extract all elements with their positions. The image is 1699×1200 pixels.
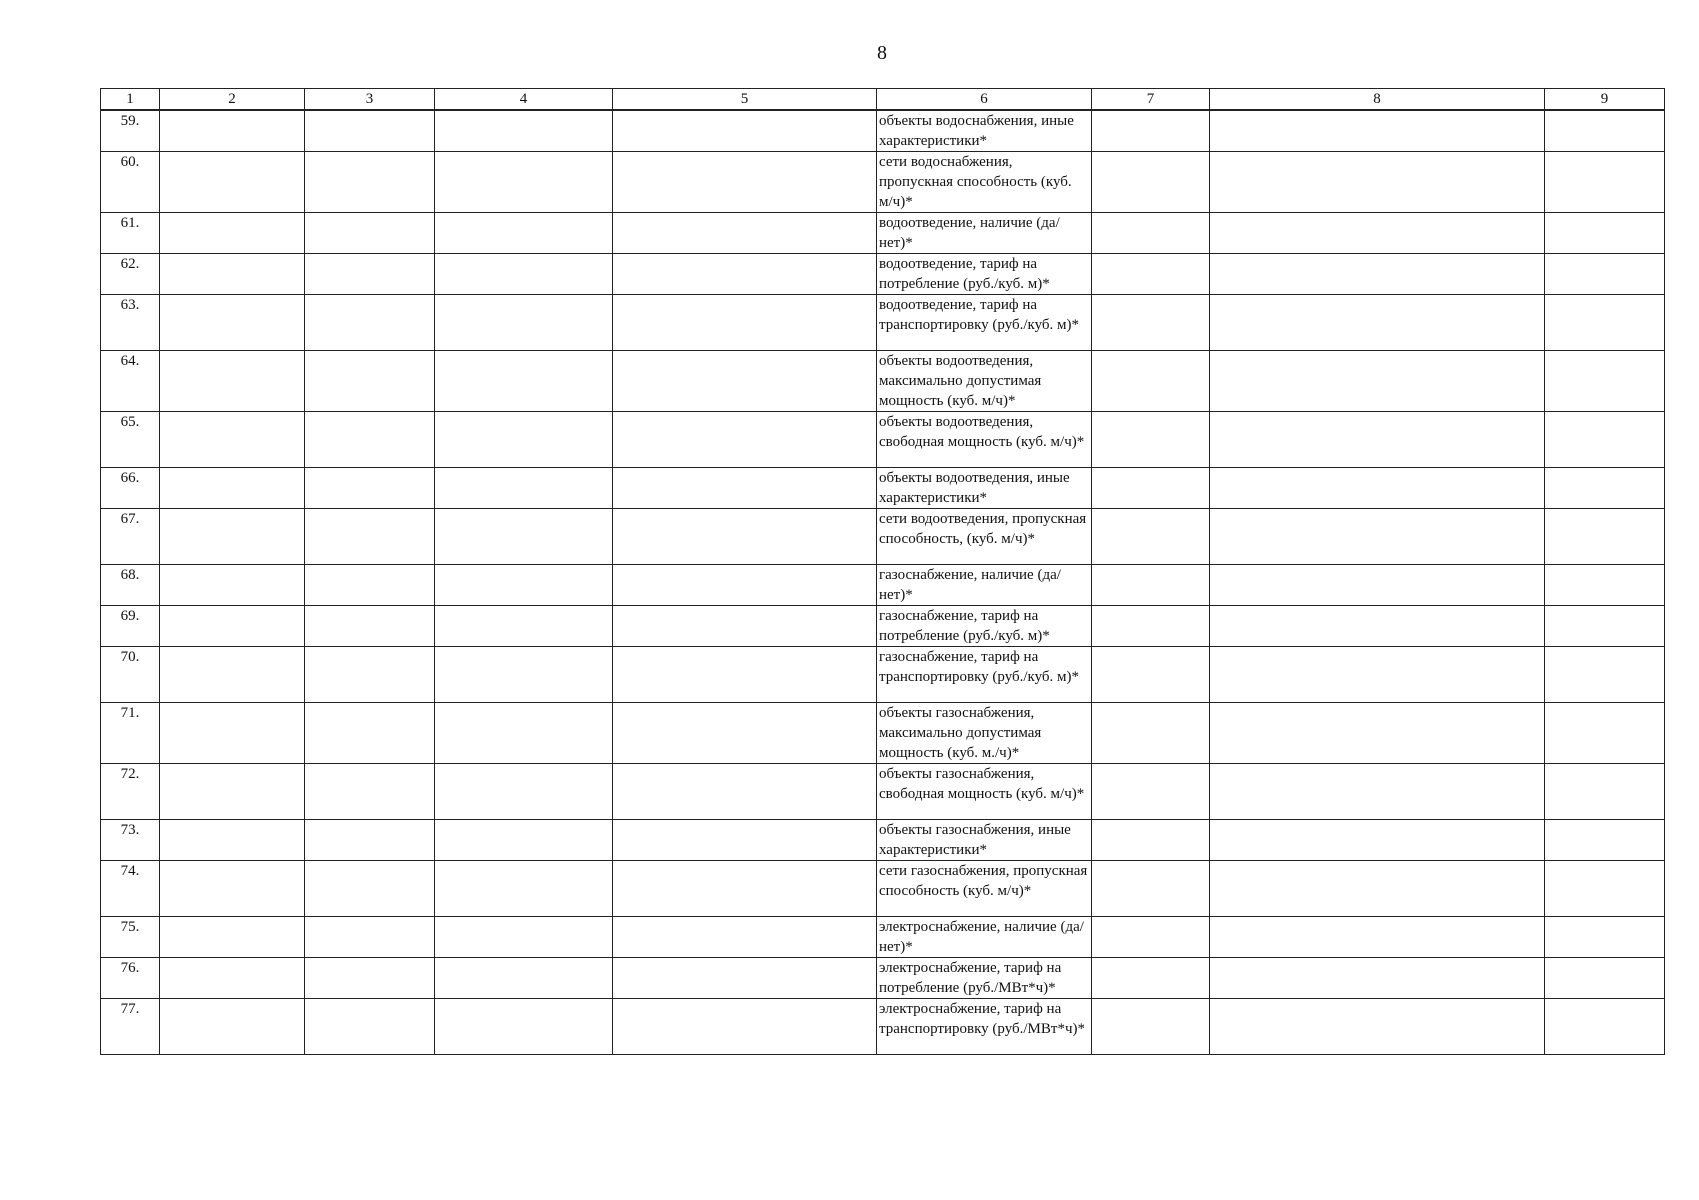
empty-cell	[305, 958, 435, 999]
empty-cell	[613, 565, 877, 606]
empty-cell	[160, 295, 305, 351]
empty-cell	[435, 647, 613, 703]
empty-cell	[160, 152, 305, 213]
row-description: объекты газоснабжения, максимально допустимая мощность (куб. м./ч)*	[877, 703, 1092, 764]
empty-cell	[1545, 213, 1665, 254]
row-number: 77.	[101, 999, 160, 1055]
row-description: электроснабжение, тариф на потребление (руб./МВт*ч)*	[877, 958, 1092, 999]
row-description: водоотведение, тариф на потребление (руб./куб. м)*	[877, 254, 1092, 295]
row-description: водоотведение, тариф на транспортировку (руб./куб. м)*	[877, 295, 1092, 351]
empty-cell	[1092, 351, 1210, 412]
empty-cell	[1210, 917, 1545, 958]
table-row	[101, 254, 1665, 295]
empty-cell	[435, 703, 613, 764]
row-number: 75.	[101, 917, 160, 958]
table-row	[101, 295, 1665, 351]
empty-cell	[1092, 213, 1210, 254]
row-description: сети водоснабжения, пропускная способность (куб. м/ч)*	[877, 152, 1092, 213]
empty-cell	[1092, 509, 1210, 565]
empty-cell	[305, 606, 435, 647]
empty-cell	[613, 999, 877, 1055]
empty-cell	[305, 254, 435, 295]
empty-cell	[1545, 861, 1665, 917]
empty-cell	[1210, 152, 1545, 213]
empty-cell	[1092, 958, 1210, 999]
row-number: 76.	[101, 958, 160, 999]
table-row	[101, 958, 1665, 999]
empty-cell	[1210, 999, 1545, 1055]
empty-cell	[435, 861, 613, 917]
empty-cell	[1092, 861, 1210, 917]
empty-cell	[1545, 254, 1665, 295]
empty-cell	[160, 764, 305, 820]
row-description: объекты водоснабжения, иные характеристики*	[877, 110, 1092, 152]
empty-cell	[1210, 606, 1545, 647]
empty-cell	[435, 606, 613, 647]
empty-cell	[1092, 254, 1210, 295]
empty-cell	[1092, 647, 1210, 703]
empty-cell	[160, 412, 305, 468]
empty-cell	[1092, 606, 1210, 647]
empty-cell	[613, 647, 877, 703]
empty-cell	[613, 764, 877, 820]
column-header-7: 7	[1092, 89, 1210, 111]
empty-cell	[160, 861, 305, 917]
empty-cell	[613, 351, 877, 412]
empty-cell	[613, 703, 877, 764]
empty-cell	[1092, 152, 1210, 213]
table-row	[101, 703, 1665, 764]
empty-cell	[1545, 606, 1665, 647]
empty-cell	[1210, 351, 1545, 412]
row-number: 70.	[101, 647, 160, 703]
row-description: электроснабжение, тариф на транспортировку (руб./МВт*ч)*	[877, 999, 1092, 1055]
empty-cell	[160, 110, 305, 152]
empty-cell	[1545, 565, 1665, 606]
row-description: объекты водоотведения, максимально допустимая мощность (куб. м/ч)*	[877, 351, 1092, 412]
table-row	[101, 917, 1665, 958]
empty-cell	[613, 412, 877, 468]
row-description: сети водоотведения, пропускная способность, (куб. м/ч)*	[877, 509, 1092, 565]
empty-cell	[1210, 254, 1545, 295]
row-number: 62.	[101, 254, 160, 295]
empty-cell	[1210, 820, 1545, 861]
empty-cell	[435, 509, 613, 565]
empty-cell	[1545, 412, 1665, 468]
empty-cell	[305, 999, 435, 1055]
row-description: объекты водоотведения, иные характеристики*	[877, 468, 1092, 509]
empty-cell	[1092, 917, 1210, 958]
row-number: 69.	[101, 606, 160, 647]
empty-cell	[1092, 468, 1210, 509]
empty-cell	[435, 351, 613, 412]
row-description: газоснабжение, тариф на транспортировку (руб./куб. м)*	[877, 647, 1092, 703]
empty-cell	[1545, 647, 1665, 703]
row-number: 65.	[101, 412, 160, 468]
empty-cell	[613, 213, 877, 254]
row-number: 68.	[101, 565, 160, 606]
row-description: объекты водоотведения, свободная мощность (куб. м/ч)*	[877, 412, 1092, 468]
empty-cell	[305, 764, 435, 820]
column-header-4: 4	[435, 89, 613, 111]
empty-cell	[1545, 703, 1665, 764]
row-description: электроснабжение, наличие (да/нет)*	[877, 917, 1092, 958]
row-description: газоснабжение, тариф на потребление (руб./куб. м)*	[877, 606, 1092, 647]
empty-cell	[613, 152, 877, 213]
table-row	[101, 820, 1665, 861]
empty-cell	[1210, 509, 1545, 565]
empty-cell	[160, 999, 305, 1055]
empty-cell	[435, 254, 613, 295]
empty-cell	[160, 820, 305, 861]
empty-cell	[160, 468, 305, 509]
empty-cell	[435, 999, 613, 1055]
empty-cell	[305, 152, 435, 213]
row-description: сети газоснабжения, пропускная способность (куб. м/ч)*	[877, 861, 1092, 917]
empty-cell	[613, 509, 877, 565]
empty-cell	[1210, 110, 1545, 152]
empty-cell	[160, 351, 305, 412]
empty-cell	[1210, 703, 1545, 764]
row-number: 71.	[101, 703, 160, 764]
empty-cell	[305, 820, 435, 861]
empty-cell	[613, 254, 877, 295]
empty-cell	[1210, 213, 1545, 254]
empty-cell	[435, 958, 613, 999]
empty-cell	[435, 110, 613, 152]
table-row	[101, 351, 1665, 412]
row-description: объекты газоснабжения, свободная мощность (куб. м/ч)*	[877, 764, 1092, 820]
table-row	[101, 861, 1665, 917]
empty-cell	[1545, 820, 1665, 861]
empty-cell	[1545, 764, 1665, 820]
empty-cell	[1545, 917, 1665, 958]
table-row	[101, 509, 1665, 565]
empty-cell	[435, 412, 613, 468]
row-number: 63.	[101, 295, 160, 351]
row-description: объекты газоснабжения, иные характеристики*	[877, 820, 1092, 861]
empty-cell	[613, 861, 877, 917]
column-header-6: 6	[877, 89, 1092, 111]
empty-cell	[305, 647, 435, 703]
empty-cell	[613, 820, 877, 861]
empty-cell	[1092, 565, 1210, 606]
empty-cell	[1545, 351, 1665, 412]
empty-cell	[435, 565, 613, 606]
empty-cell	[1210, 861, 1545, 917]
empty-cell	[435, 152, 613, 213]
column-header-1: 1	[101, 89, 160, 111]
empty-cell	[305, 110, 435, 152]
empty-cell	[1545, 509, 1665, 565]
empty-cell	[613, 110, 877, 152]
empty-cell	[305, 295, 435, 351]
empty-cell	[613, 917, 877, 958]
row-number: 73.	[101, 820, 160, 861]
empty-cell	[435, 820, 613, 861]
column-header-9: 9	[1545, 89, 1665, 111]
empty-cell	[1092, 110, 1210, 152]
empty-cell	[1092, 820, 1210, 861]
row-number: 72.	[101, 764, 160, 820]
row-description: газоснабжение, наличие (да/нет)*	[877, 565, 1092, 606]
column-header-5: 5	[613, 89, 877, 111]
empty-cell	[305, 412, 435, 468]
empty-cell	[1210, 647, 1545, 703]
empty-cell	[305, 861, 435, 917]
table-row	[101, 764, 1665, 820]
empty-cell	[613, 958, 877, 999]
empty-cell	[160, 647, 305, 703]
empty-cell	[435, 764, 613, 820]
empty-cell	[305, 351, 435, 412]
empty-cell	[1545, 468, 1665, 509]
empty-cell	[160, 703, 305, 764]
empty-cell	[1545, 999, 1665, 1055]
table-row	[101, 606, 1665, 647]
row-number: 74.	[101, 861, 160, 917]
empty-cell	[160, 606, 305, 647]
column-header-8: 8	[1210, 89, 1545, 111]
empty-cell	[1545, 152, 1665, 213]
column-header-2: 2	[160, 89, 305, 111]
empty-cell	[160, 254, 305, 295]
row-number: 61.	[101, 213, 160, 254]
empty-cell	[305, 703, 435, 764]
header-row	[101, 89, 1665, 111]
empty-cell	[435, 295, 613, 351]
table-header	[101, 89, 1665, 111]
empty-cell	[1210, 958, 1545, 999]
table-row	[101, 152, 1665, 213]
column-header-3: 3	[305, 89, 435, 111]
table-row	[101, 565, 1665, 606]
row-number: 60.	[101, 152, 160, 213]
empty-cell	[1092, 295, 1210, 351]
empty-cell	[613, 606, 877, 647]
empty-cell	[613, 295, 877, 351]
row-description: водоотведение, наличие (да/нет)*	[877, 213, 1092, 254]
table-row	[101, 999, 1665, 1055]
page-number: 8	[877, 42, 887, 64]
table-row	[101, 412, 1665, 468]
table-row	[101, 213, 1665, 254]
empty-cell	[160, 958, 305, 999]
data-table	[100, 88, 1665, 1055]
empty-cell	[305, 468, 435, 509]
empty-cell	[305, 917, 435, 958]
empty-cell	[1545, 295, 1665, 351]
empty-cell	[1210, 764, 1545, 820]
empty-cell	[160, 509, 305, 565]
empty-cell	[1092, 764, 1210, 820]
row-number: 64.	[101, 351, 160, 412]
empty-cell	[160, 565, 305, 606]
empty-cell	[435, 468, 613, 509]
empty-cell	[613, 468, 877, 509]
empty-cell	[1210, 468, 1545, 509]
empty-cell	[1210, 565, 1545, 606]
empty-cell	[435, 917, 613, 958]
empty-cell	[1092, 703, 1210, 764]
empty-cell	[1092, 412, 1210, 468]
empty-cell	[305, 565, 435, 606]
empty-cell	[305, 213, 435, 254]
row-number: 59.	[101, 110, 160, 152]
empty-cell	[1545, 110, 1665, 152]
empty-cell	[435, 213, 613, 254]
table-body	[101, 110, 1665, 1055]
table-row	[101, 110, 1665, 152]
empty-cell	[1210, 295, 1545, 351]
row-number: 66.	[101, 468, 160, 509]
empty-cell	[1545, 958, 1665, 999]
table-row	[101, 468, 1665, 509]
empty-cell	[1092, 999, 1210, 1055]
table-row	[101, 647, 1665, 703]
empty-cell	[160, 917, 305, 958]
row-number: 67.	[101, 509, 160, 565]
empty-cell	[305, 509, 435, 565]
empty-cell	[160, 213, 305, 254]
empty-cell	[1210, 412, 1545, 468]
